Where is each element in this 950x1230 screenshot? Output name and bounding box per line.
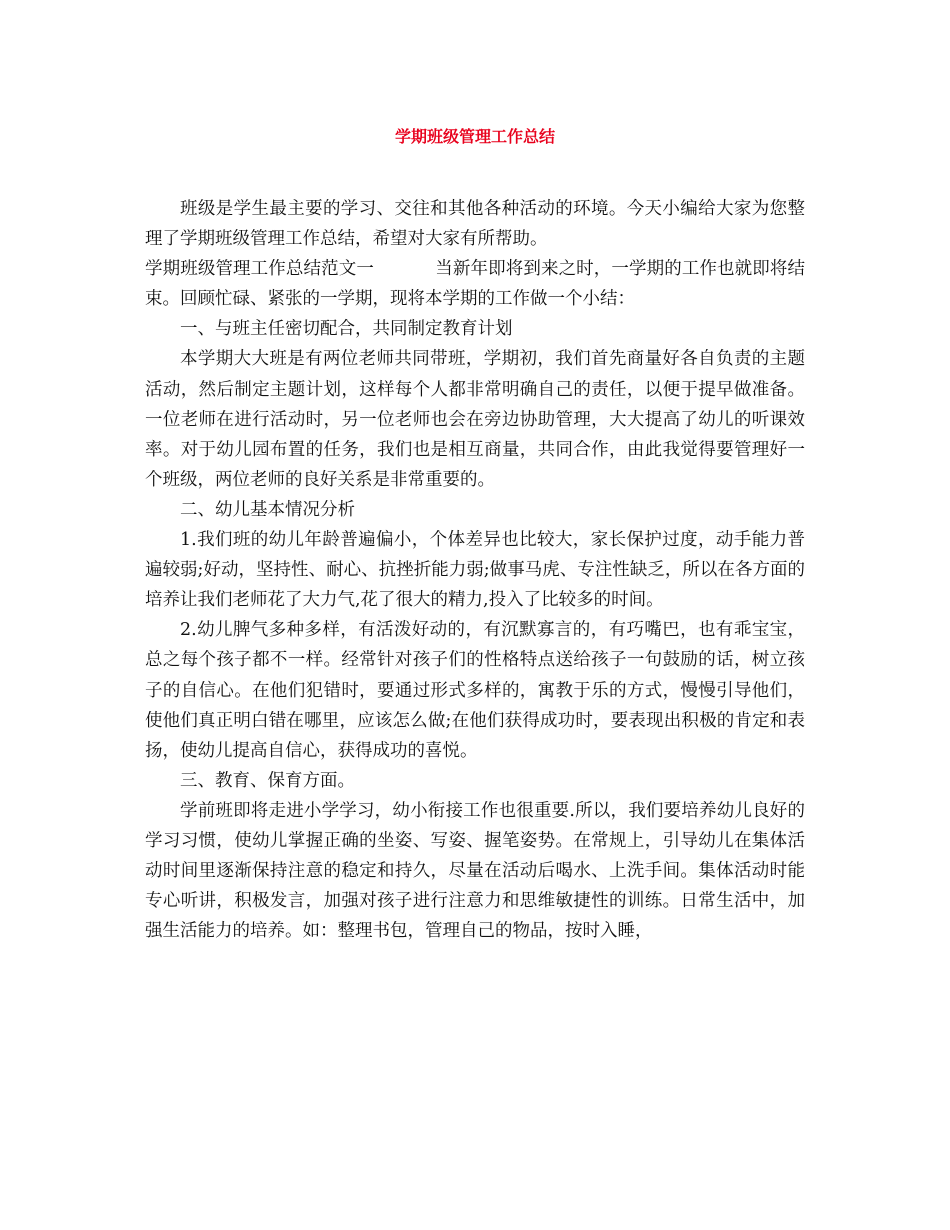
paragraph-sample-one	[145, 254, 805, 314]
section-heading-2: 二、幼儿基本情况分析	[180, 499, 355, 520]
sample-one-text: 当新年即将到来之时，一学期的工作也就即将结束。回顾忙碌、紧张的一学期，现将本学期的工作做一个小结：	[145, 259, 806, 310]
document-title: 学期班级管理工作总结	[394, 127, 555, 146]
paragraph-analysis-1: 1.我们班的幼儿年龄普遍偏小，个体差异也比较大，家长保护过度，动手能力普遍较弱;好动，坚持性、耐心、抗挫折能力弱;做事马虎、专注性缺乏，所以在各方面的培养让我们老师花了大力气,花了很大的精力,投入了比较多的时间。	[145, 530, 805, 611]
paragraph-cooperation: 本学期大大班是有两位老师共同带班，学期初，我们首先商量好各自负责的主题活动，然后制定主题计划，这样每个人都非常明确自己的责任，以便于提早做准备。一位老师在进行活动时，另一位老师也会在旁边协助管理，大大提高了幼儿的听课效率。对于幼儿园布置的任务，我们也是相互商量，共同合作，由此我觉得要管理好一个班级，两位老师的良好关系是非常重要的。	[145, 349, 805, 490]
section-heading-1: 一、与班主任密切配合，共同制定教育计划	[180, 319, 513, 340]
paragraph-analysis-2: 2.幼儿脾气多种多样，有活泼好动的，有沉默寡言的，有巧嘴巴，也有乖宝宝，总之每个孩子都不一样。经常针对孩子们的性格特点送给孩子一句鼓励的话，树立孩子的自信心。在他们犯错时，要通过形式多样的，寓教于乐的方式，慢慢引导他们，使他们真正明白错在哪里，应该怎么做;在他们获得成功时，要表现出积极的肯定和表扬，使幼儿提高自信心，获得成功的喜悦。	[145, 620, 805, 761]
paragraph-education: 学前班即将走进小学学习，幼小衔接工作也很重要.所以，我们要培养幼儿良好的学习习惯，使幼儿掌握正确的坐姿、写姿、握笔姿势。在常规上，引导幼儿在集体活动时间里逐渐保持注意的稳定和持久，尽量在活动后喝水、上洗手间。集体活动时能专心听讲，积极发言，加强对孩子进行注意力和思维敏捷性的训练。日常生活中，加强生活能力的培养。如：整理书包，管理自己的物品，按时入睡，	[145, 800, 805, 942]
document-body	[145, 194, 805, 946]
section-heading-3: 三、教育、保育方面。	[180, 770, 355, 791]
paragraph-intro: 班级是学生最主要的学习、交往和其他各种活动的环境。今天小编给大家为您整理了学期班级管理工作总结，希望对大家有所帮助。	[145, 199, 805, 250]
sample-one-heading: 学期班级管理工作总结范文一	[145, 259, 374, 280]
